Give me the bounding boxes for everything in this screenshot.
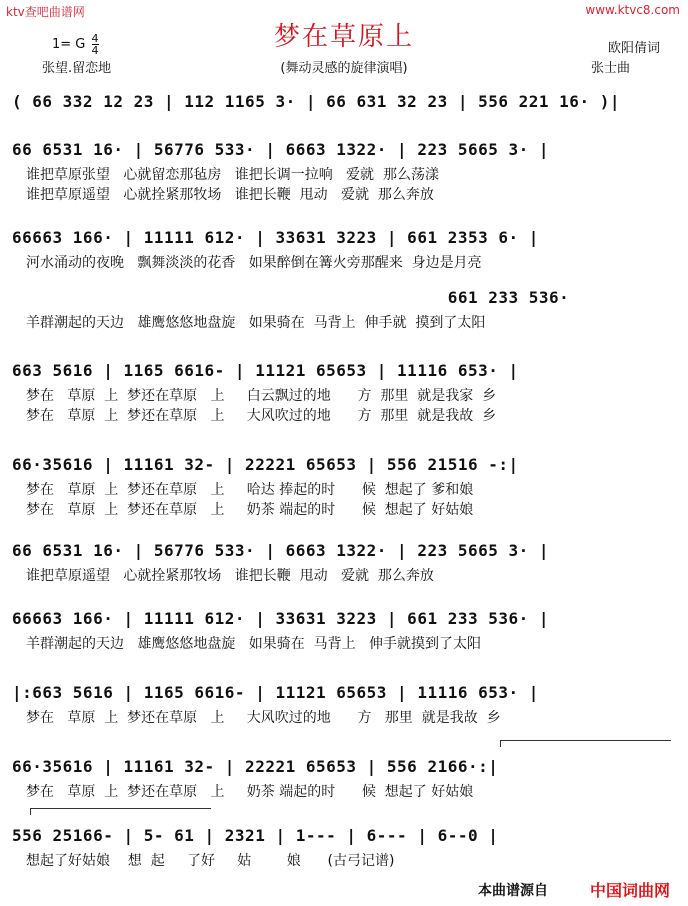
volta-bracket-1 [500, 740, 671, 747]
lyric-line: 梦在 草原 上 梦还在草原 上 白云飘过的地 方 那里 就是我家 乡 [26, 388, 497, 404]
lyric-line: 羊群潮起的天边 雄鹰悠悠地盘旋 如果骑在 马背上 伸手就 摸到了太阳 [26, 315, 486, 331]
lyric-line: 想起了好姑娘 想 起 了好 姑 娘 (古弓记谱) [26, 853, 395, 869]
notation-line: 66·35616 | 11161 32- | 22221 65653 | 556 2166·:| [12, 757, 499, 776]
lyric-line: 谁把草原张望 心就留恋那毡房 谁把长调一拉响 爱就 那么荡漾 [26, 167, 439, 183]
notation-line: 661 233 536· [12, 288, 580, 307]
song-subtitle: (舞动灵感的旋律演唱) [280, 61, 408, 76]
lyric-line: 谁把草原遥望 心就拴紧那牧场 谁把长鞭 甩动 爱就 那么奔放 [26, 568, 434, 584]
lyric-line: 梦在 草原 上 梦还在草原 上 奶茶 端起的时 候 想起了 好姑娘 [26, 784, 474, 800]
time-signature [92, 33, 99, 56]
composer: 张士曲 [590, 61, 630, 76]
source-site: 中国词曲网 [590, 881, 671, 900]
notation-line: ( 66 332 12 23 | 112 1165 3· | 66 631 32 23 | 556 221 16· )| [12, 92, 620, 111]
site-watermark-top-left: ktv查吧曲谱网 [6, 5, 85, 19]
meter-bottom: 4 [91, 44, 99, 57]
volta-bracket-2 [30, 808, 211, 815]
notation-line: |:663 5616 | 1165 6616- | 11121 65653 | 11116 653· | [12, 683, 539, 702]
lyric-line: 梦在 草原 上 梦还在草原 上 奶茶 端起的时 候 想起了 好姑娘 [26, 502, 474, 518]
lyric-line: 谁把草原遥望 心就拴紧那牧场 谁把长鞭 甩动 爱就 那么奔放 [26, 187, 434, 203]
site-watermark-top-right: www.ktvc8.com [585, 3, 680, 17]
notation-line: 66663 166· | 11111 612· | 33631 3223 | 661 2353 6· | [12, 228, 539, 247]
notation-line: 556 25166- | 5- 61 | 2321 | 1--- | 6--- | 6--0 | [12, 826, 499, 845]
lyricist: 欧阳倩词 [607, 41, 660, 56]
key-signature [52, 33, 99, 56]
source-label: 本曲谱源自 [478, 883, 548, 899]
lyric-line: 河水涌动的夜晚 飘舞淡淡的花香 如果醉倒在篝火旁那醒来 身边是月亮 [26, 255, 482, 271]
meter-top: 4 [91, 32, 99, 45]
notation-line: 663 5616 | 1165 6616- | 11121 65653 | 11116 653· | [12, 361, 519, 380]
lyric-line: 梦在 草原 上 梦还在草原 上 大风吹过的地 方 那里 就是我故 乡 [26, 408, 497, 424]
song-title: 梦在草原上 [273, 22, 414, 52]
key-label: 1= G [52, 37, 86, 52]
notation-line: 66 6531 16· | 56776 533· | 6663 1322· | 223 5665 3· | [12, 140, 550, 159]
notation-line: 66·35616 | 11161 32- | 22221 65653 | 556 21516 -:| [12, 455, 519, 474]
notation-line: 66 6531 16· | 56776 533· | 6663 1322· | 223 5665 3· | [12, 541, 550, 560]
singer: 张望.留恋地 [42, 61, 112, 76]
notation-line: 66663 166· | 11111 612· | 33631 3223 | 661 233 536· | [12, 609, 550, 628]
lyric-line: 羊群潮起的天边 雄鹰悠悠地盘旋 如果骑在 马背上 伸手就摸到了太阳 [26, 636, 481, 652]
lyric-line: 梦在 草原 上 梦还在草原 上 大风吹过的地 方 那里 就是我故 乡 [26, 710, 501, 726]
lyric-line: 梦在 草原 上 梦还在草原 上 哈达 捧起的时 候 想起了 爹和娘 [26, 482, 474, 498]
